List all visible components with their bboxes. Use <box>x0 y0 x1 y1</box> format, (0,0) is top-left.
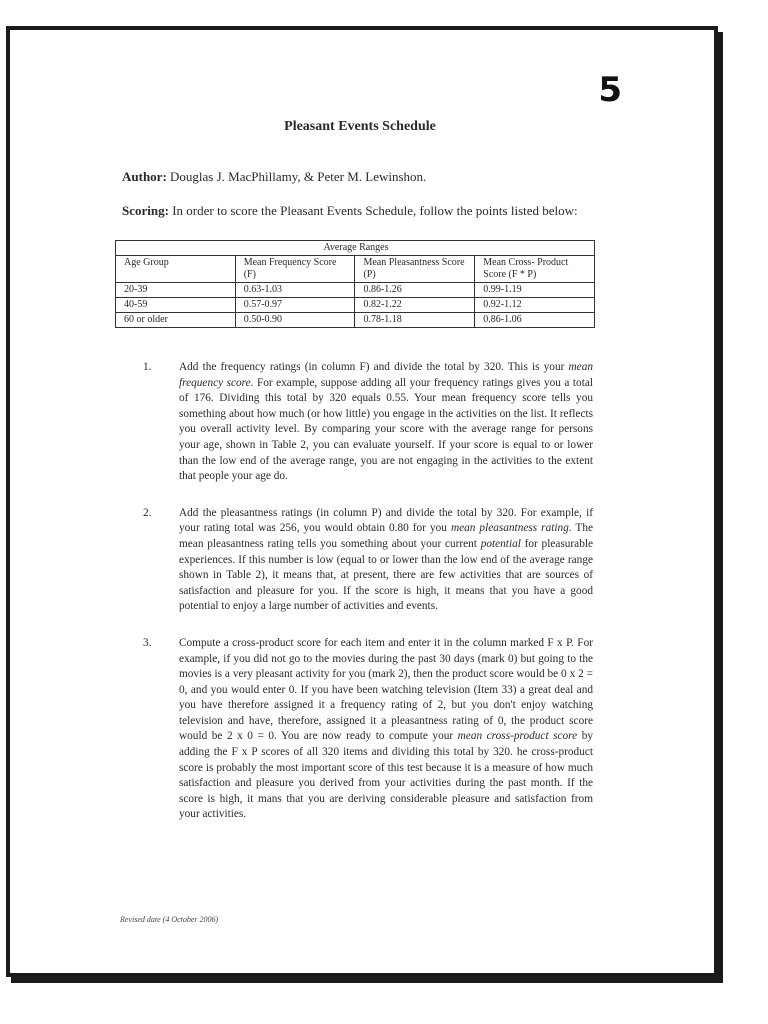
table-cell: 0.57-0.97 <box>235 298 355 313</box>
table-row <box>116 298 595 313</box>
item-number: 1. <box>143 361 152 373</box>
header-age-group: Age Group <box>116 256 236 283</box>
item-number: 3. <box>143 636 152 649</box>
header-mean-frequency: Mean Frequency Score (F) <box>235 256 355 283</box>
table-header-row <box>116 256 595 283</box>
header-mean-pleasantness: Mean Pleasantness Score (P) <box>355 256 475 283</box>
scoring-label: Scoring: <box>122 203 169 218</box>
scoring-value: In order to score the Pleasant Events Schedule, follow the points listed below: <box>172 203 578 218</box>
item-text: by adding the F x P scores of all 320 items and dividing this total by 320. he cross-product score is probably the most important score of this test because it is a measure of how much satisfaction and pleasure you derived from your activities during the past month. If the score is high, it mans that you are deriving considerable pleasure and satisfaction from your activities. <box>179 730 593 821</box>
table-row <box>116 283 595 298</box>
list-item <box>143 360 593 485</box>
list-item <box>143 506 593 615</box>
item-text: . For example, suppose adding all your frequency ratings gives you a total of 176. Dividing this total by 320 equals 0.55. Your mean frequency score tells you something about how much (or how little) you engage in the activities on the list. It reflects you overall activity level. By comparing your score with the average range for persons your age, shown in Table 2, you can evaluate yourself. If your score is equal to or lower than the low end of the average range, you are not engaging in the activities to the extent that people your age do. <box>179 376 593 483</box>
item-text: Add the pleasantness ratings (in column P) and divide the total by 320. For example, if your rating total was 256, you would obtain 0.80 for you <box>179 506 593 535</box>
average-ranges-table <box>115 240 595 328</box>
table-cell: 20-39 <box>116 283 236 298</box>
table-cell: 0.86-1.06 <box>475 313 595 328</box>
item-emphasis: mean frequency score <box>179 361 593 389</box>
table-title-row <box>116 241 595 256</box>
item-number: 2. <box>143 506 152 519</box>
table-cell: 0.86-1.26 <box>355 283 475 298</box>
list-item <box>143 636 593 823</box>
item-emphasis: mean pleasantness rating <box>450 522 569 535</box>
table-cell: 0.92-1.12 <box>475 298 595 313</box>
table-cell: 0.63-1.03 <box>235 283 355 298</box>
table-cell: 0.82-1.22 <box>355 298 475 313</box>
table-cell: 0.99-1.19 <box>475 283 595 298</box>
page-number: 5 <box>598 70 622 110</box>
table-cell: 0.78-1.18 <box>355 313 475 328</box>
scoring-instructions-list <box>143 360 593 844</box>
document-title: Pleasant Events Schedule <box>284 119 436 134</box>
item-text: . The mean pleasantness rating tells you something about your current <box>179 522 593 550</box>
table-cell: 0.50-0.90 <box>235 313 355 328</box>
item-emphasis: potential <box>480 537 521 550</box>
header-mean-cross-product: Mean Cross- Product Score (F * P) <box>475 256 595 283</box>
item-emphasis: mean cross-product score <box>457 730 578 743</box>
table-cell: 40-59 <box>116 298 236 313</box>
author-label: Author: <box>122 169 167 184</box>
author-line <box>122 169 426 185</box>
table-row <box>116 313 595 328</box>
table-cell: 60 or older <box>116 313 236 328</box>
table-title: Average Ranges <box>116 241 595 256</box>
item-text: for pleasurable experiences. If this number is low (equal to or lower than the low end of the average range shown in Table 2), it means that, at present, there are few activities that are sources of satisfaction and pleasure for you. If the score is high, it means that you have a good potential to enjoy a large number of activities and events. <box>179 537 593 613</box>
item-text: Add the frequency ratings (in column F) and divide the total by 320. This is your <box>179 361 569 373</box>
item-text: Compute a cross-product score for each item and enter it in the column marked F x P. For example, if you did not go to the movies during the past 30 days (mark 0) but going to the movies is a very pleasant activity for you (mark 2), then the product score would be 0 x 2 = 0, and you would enter 0. If you have been watching television (Item 33) a great deal and you have therefore assigned it a frequency rating of 2, but you don't enjoy watching television and have, therefore, assigned it a pleasantness rating of 0, the product score would be 2 x 0 = 0. You are now ready to compute your <box>179 636 593 743</box>
revised-date-footer: Revised date (4 October 2006) <box>120 915 219 924</box>
author-value: Douglas J. MacPhillamy, & Peter M. Lewinshon. <box>170 169 427 184</box>
scoring-line <box>122 203 578 219</box>
